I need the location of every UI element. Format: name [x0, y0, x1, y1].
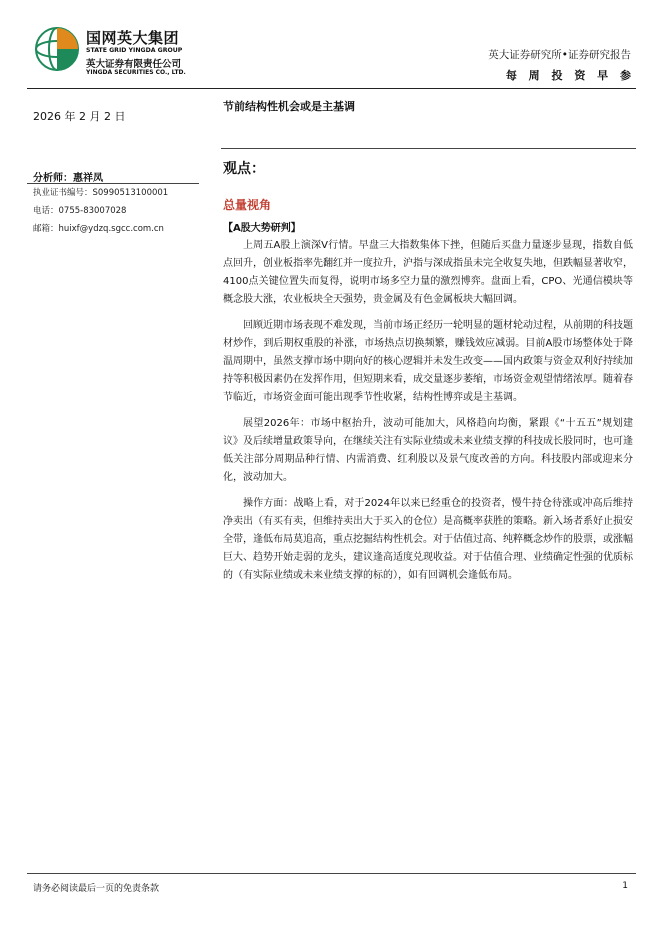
report-type-label: 每 周 投 资 早 参	[505, 69, 635, 82]
paragraph-strategy: 操作方面：战略上看，对于2024年以来已经重仓的投资者，慢牛持仓待涨或冲高后维持净卖出（有买有卖，但维持卖出大于买入的仓位）是高概率获胜的策略。新入场者系好止损安全带，逢低布局莫追高，重点挖掘结构性机会。对于估值过高、纯粹概念炒作的股票，或涨幅巨大、趋势开始走弱的龙头，建议逢高适度兑现收益。对于估值合理、业绩确定性强的优质标的（有实际业绩或未来业绩支撑的标的），如有回调机会逢低布局。	[223, 498, 633, 581]
report-title: 节前结构性机会或是主基调	[223, 100, 355, 113]
footer-divider	[27, 873, 636, 874]
research-dept-label: 英大证券研究所•证券研究报告	[488, 49, 631, 61]
paragraph-market-review: 上周五A股上演深V行情。早盘三大指数集体下挫，但随后买盘力量逐步显现，指数自低点回升，创业板指率先翻红并一度拉升，沪指与深成指虽未完全收复失地，但跌幅显著收窄，4100点关键位置失而复得，说明市场多空力量的激烈博弈。盘面上看，CPO、光通信模块等概念股大涨，农业板块全天强势，贵金属及有色金属板块大幅回调。	[223, 240, 633, 305]
paragraph-recent-trend: 回顾近期市场表现不难发现，当前市场正经历一轮明显的题材轮动过程，从前期的科技题材炒作，到后期权重股的补涨，市场热点切换频繁，赚钱效应减弱。目前A股市场整体处于降温周期中，虽然支撑市场中期向好的核心逻辑并未发生改变——国内政策与资金双利好持续加持等积极因素仍在发挥作用，但短期来看，成交量逐步萎缩，市场资金观望情绪浓厚。随着春节临近，市场资金面可能出现季节性收紧，结构性博弈或是主基调。	[223, 320, 633, 403]
logo-company-name-en: YINGDA SECURITIES CO., LTD.	[86, 69, 186, 76]
logo-group-name: 国网英大集团	[86, 29, 180, 47]
paragraph-outlook: 展望2026年：市场中枢抬升，波动可能加大，风格趋向均衡，紧跟《“十五五”规划建议》及后续增量政策导向，在继续关注有实际业绩或未来业绩支撑的科技成长股同时，也可逢低关注部分周期品种行情、内需消费、红利股以及景气度改善的方向。科技股内部或迎来分化，波动加大。	[223, 418, 633, 483]
analyst-phone: 电话：0755-83007028	[33, 206, 127, 216]
logo-company-name: 英大证券有限责任公司	[86, 59, 182, 70]
title-divider	[221, 148, 636, 149]
page-number: 1	[622, 881, 628, 891]
logo-group-name-en: STATE GRID YINGDA GROUP	[86, 47, 183, 54]
disclaimer-note: 请务必阅读最后一页的免责条款	[33, 884, 160, 894]
header-divider	[27, 88, 636, 89]
company-logo-icon	[34, 26, 80, 72]
analyst-name: 分析师：惠祥凤	[33, 173, 103, 184]
report-date: 2026 年 2 月 2 日	[33, 110, 126, 123]
viewpoint-heading: 观点：	[223, 161, 265, 177]
analyst-divider	[27, 183, 199, 184]
analyst-email: 邮箱：huixf@ydzq.sgcc.com.cn	[33, 224, 164, 234]
report-body	[223, 237, 633, 593]
analyst-license: 执业证书编号：S0990513100001	[33, 188, 169, 198]
subsection-heading: 【A股大势研判】	[223, 223, 301, 234]
section-heading: 总量视角	[223, 198, 272, 212]
